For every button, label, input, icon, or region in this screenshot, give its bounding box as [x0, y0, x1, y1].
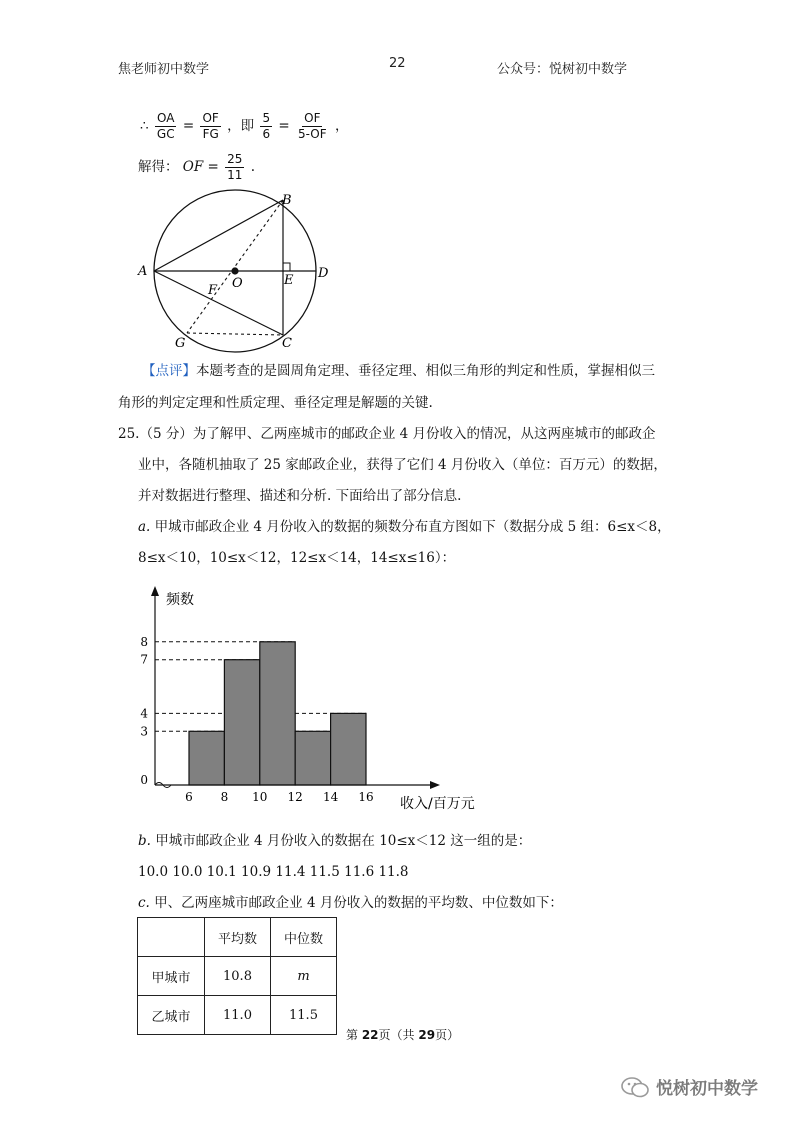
table-row — [138, 957, 337, 996]
part-b-line: b. 甲城市邮政企业 4 月份收入的数据在 10≤x＜12 这一组的是： — [138, 833, 532, 849]
table-row — [138, 996, 337, 1035]
dashed-bg — [187, 200, 283, 333]
x-tick-label: 10 — [252, 790, 268, 804]
table-cell: 甲城市 — [138, 957, 205, 996]
label-c: C — [282, 336, 292, 351]
header-right: 公众号：悦树初中数学 — [497, 62, 628, 77]
center-point-o — [231, 267, 238, 274]
x-tick-label: 14 — [322, 790, 339, 804]
histogram-bar — [189, 731, 224, 785]
y-tick-label: 8 — [140, 634, 148, 649]
part-b-data: 10.0 10.0 10.1 10.9 11.4 11.5 11.6 11.8 — [138, 864, 409, 880]
wechat-icon — [620, 1075, 650, 1099]
histogram-bar — [224, 660, 259, 785]
comment-line-2: 角形的判定定理和性质定理、垂径定理是解题的关键. — [118, 395, 433, 411]
fraction-25-11: $\frac{25}{11}$ — [227, 152, 243, 182]
label-f: F — [208, 283, 218, 298]
x-tick-label: 8 — [220, 790, 229, 804]
label-o: O — [232, 276, 243, 291]
x-axis-label: 收入/百万元 — [400, 796, 475, 812]
fraction-of-5-of: $\frac{OF}{5-OF}$ — [297, 111, 327, 141]
label-b: B — [282, 193, 292, 208]
histogram-bar — [295, 731, 330, 785]
table-cell: 乙城市 — [138, 996, 205, 1035]
comment-tag: 【点评】 — [142, 363, 196, 379]
header-page-number: 22 — [389, 56, 406, 71]
problem-25-line-2: 业中，各随机抽取了 25 家邮政企业，获得了它们 4 月份收入（单位：百万元）的数据， — [138, 457, 667, 473]
circle-geometry-figure — [130, 188, 340, 353]
header-left: 焦老师初中数学 — [118, 62, 210, 77]
part-a-line-1: a. 甲城市邮政企业 4 月份收入的数据的频数分布直方图如下（数据分成 5 组：6≤x＜8， — [138, 519, 671, 535]
dashed-gc — [187, 333, 283, 335]
table-cell: 10.8 — [205, 957, 271, 996]
label-a: A — [138, 264, 148, 279]
y-axis-arrow — [151, 586, 159, 596]
histogram-bar — [331, 713, 366, 785]
right-angle-mark — [283, 263, 290, 271]
solution-result-line: 解得： OF = $\frac{25}{11}$ . — [138, 152, 256, 182]
watermark-logo — [620, 1074, 758, 1099]
part-c-line: c. 甲、乙两座城市邮政企业 4 月份收入的数据的平均数、中位数如下： — [138, 895, 563, 911]
solution-ratio-line: ∴ $\frac{OA}{GC}$ = $\frac{OF}{FG}$ ，即 $\frac{5}{6}$ = $\frac{OF}{5-OF}$ ， — [140, 111, 349, 141]
y-tick-label: 0 — [140, 773, 148, 787]
page-footer: 第 22页（共 29页） — [346, 1028, 460, 1042]
problem-25-line-3: 并对数据进行整理、描述和分析. 下面给出了部分信息. — [138, 488, 462, 504]
x-tick-label: 12 — [287, 790, 303, 804]
part-a-line-2: 8≤x＜10，10≤x＜12，12≤x＜14，14≤x≤16）： — [138, 550, 456, 566]
y-tick-label: 3 — [140, 724, 148, 739]
line-ab — [154, 200, 283, 271]
y-tick-label: 7 — [140, 652, 148, 667]
fraction-5-6: $\frac{5}{6}$ — [262, 111, 271, 141]
table-header-cell: 平均数 — [205, 918, 271, 957]
frequency-histogram — [130, 580, 500, 820]
table-cell: 11.0 — [205, 996, 271, 1035]
fraction-of-fg: $\frac{OF}{FG}$ — [202, 111, 219, 141]
label-d: D — [318, 266, 329, 281]
problem-25-line-1: 25.（5 分）为了解甲、乙两座城市的邮政企业 4 月份收入的情况，从这两座城市的邮政企 — [118, 426, 656, 442]
y-axis-label: 频数 — [166, 592, 194, 608]
table-header-row — [138, 918, 337, 957]
therefore-symbol: ∴ — [140, 118, 149, 134]
statistics-table — [137, 917, 337, 1035]
table-cell: 11.5 — [271, 996, 337, 1035]
table-header-cell — [138, 918, 205, 957]
table-cell: m — [271, 957, 337, 996]
y-tick-label: 4 — [140, 706, 148, 721]
fraction-oa-gc: $\frac{OA}{GC}$ — [156, 111, 175, 141]
x-tick-label: 16 — [358, 790, 374, 804]
comment-line-1: 【点评】本题考查的是圆周角定理、垂径定理、相似三角形的判定和性质，掌握相似三 — [142, 363, 655, 379]
histogram-bar — [260, 642, 295, 785]
table-header-cell: 中位数 — [271, 918, 337, 957]
label-g: G — [175, 336, 186, 351]
x-axis-arrow — [430, 781, 440, 789]
line-ac — [154, 271, 283, 335]
watermark-text: 悦树初中数学 — [656, 1079, 758, 1099]
x-tick-label: 6 — [185, 790, 193, 804]
label-e: E — [284, 273, 294, 288]
